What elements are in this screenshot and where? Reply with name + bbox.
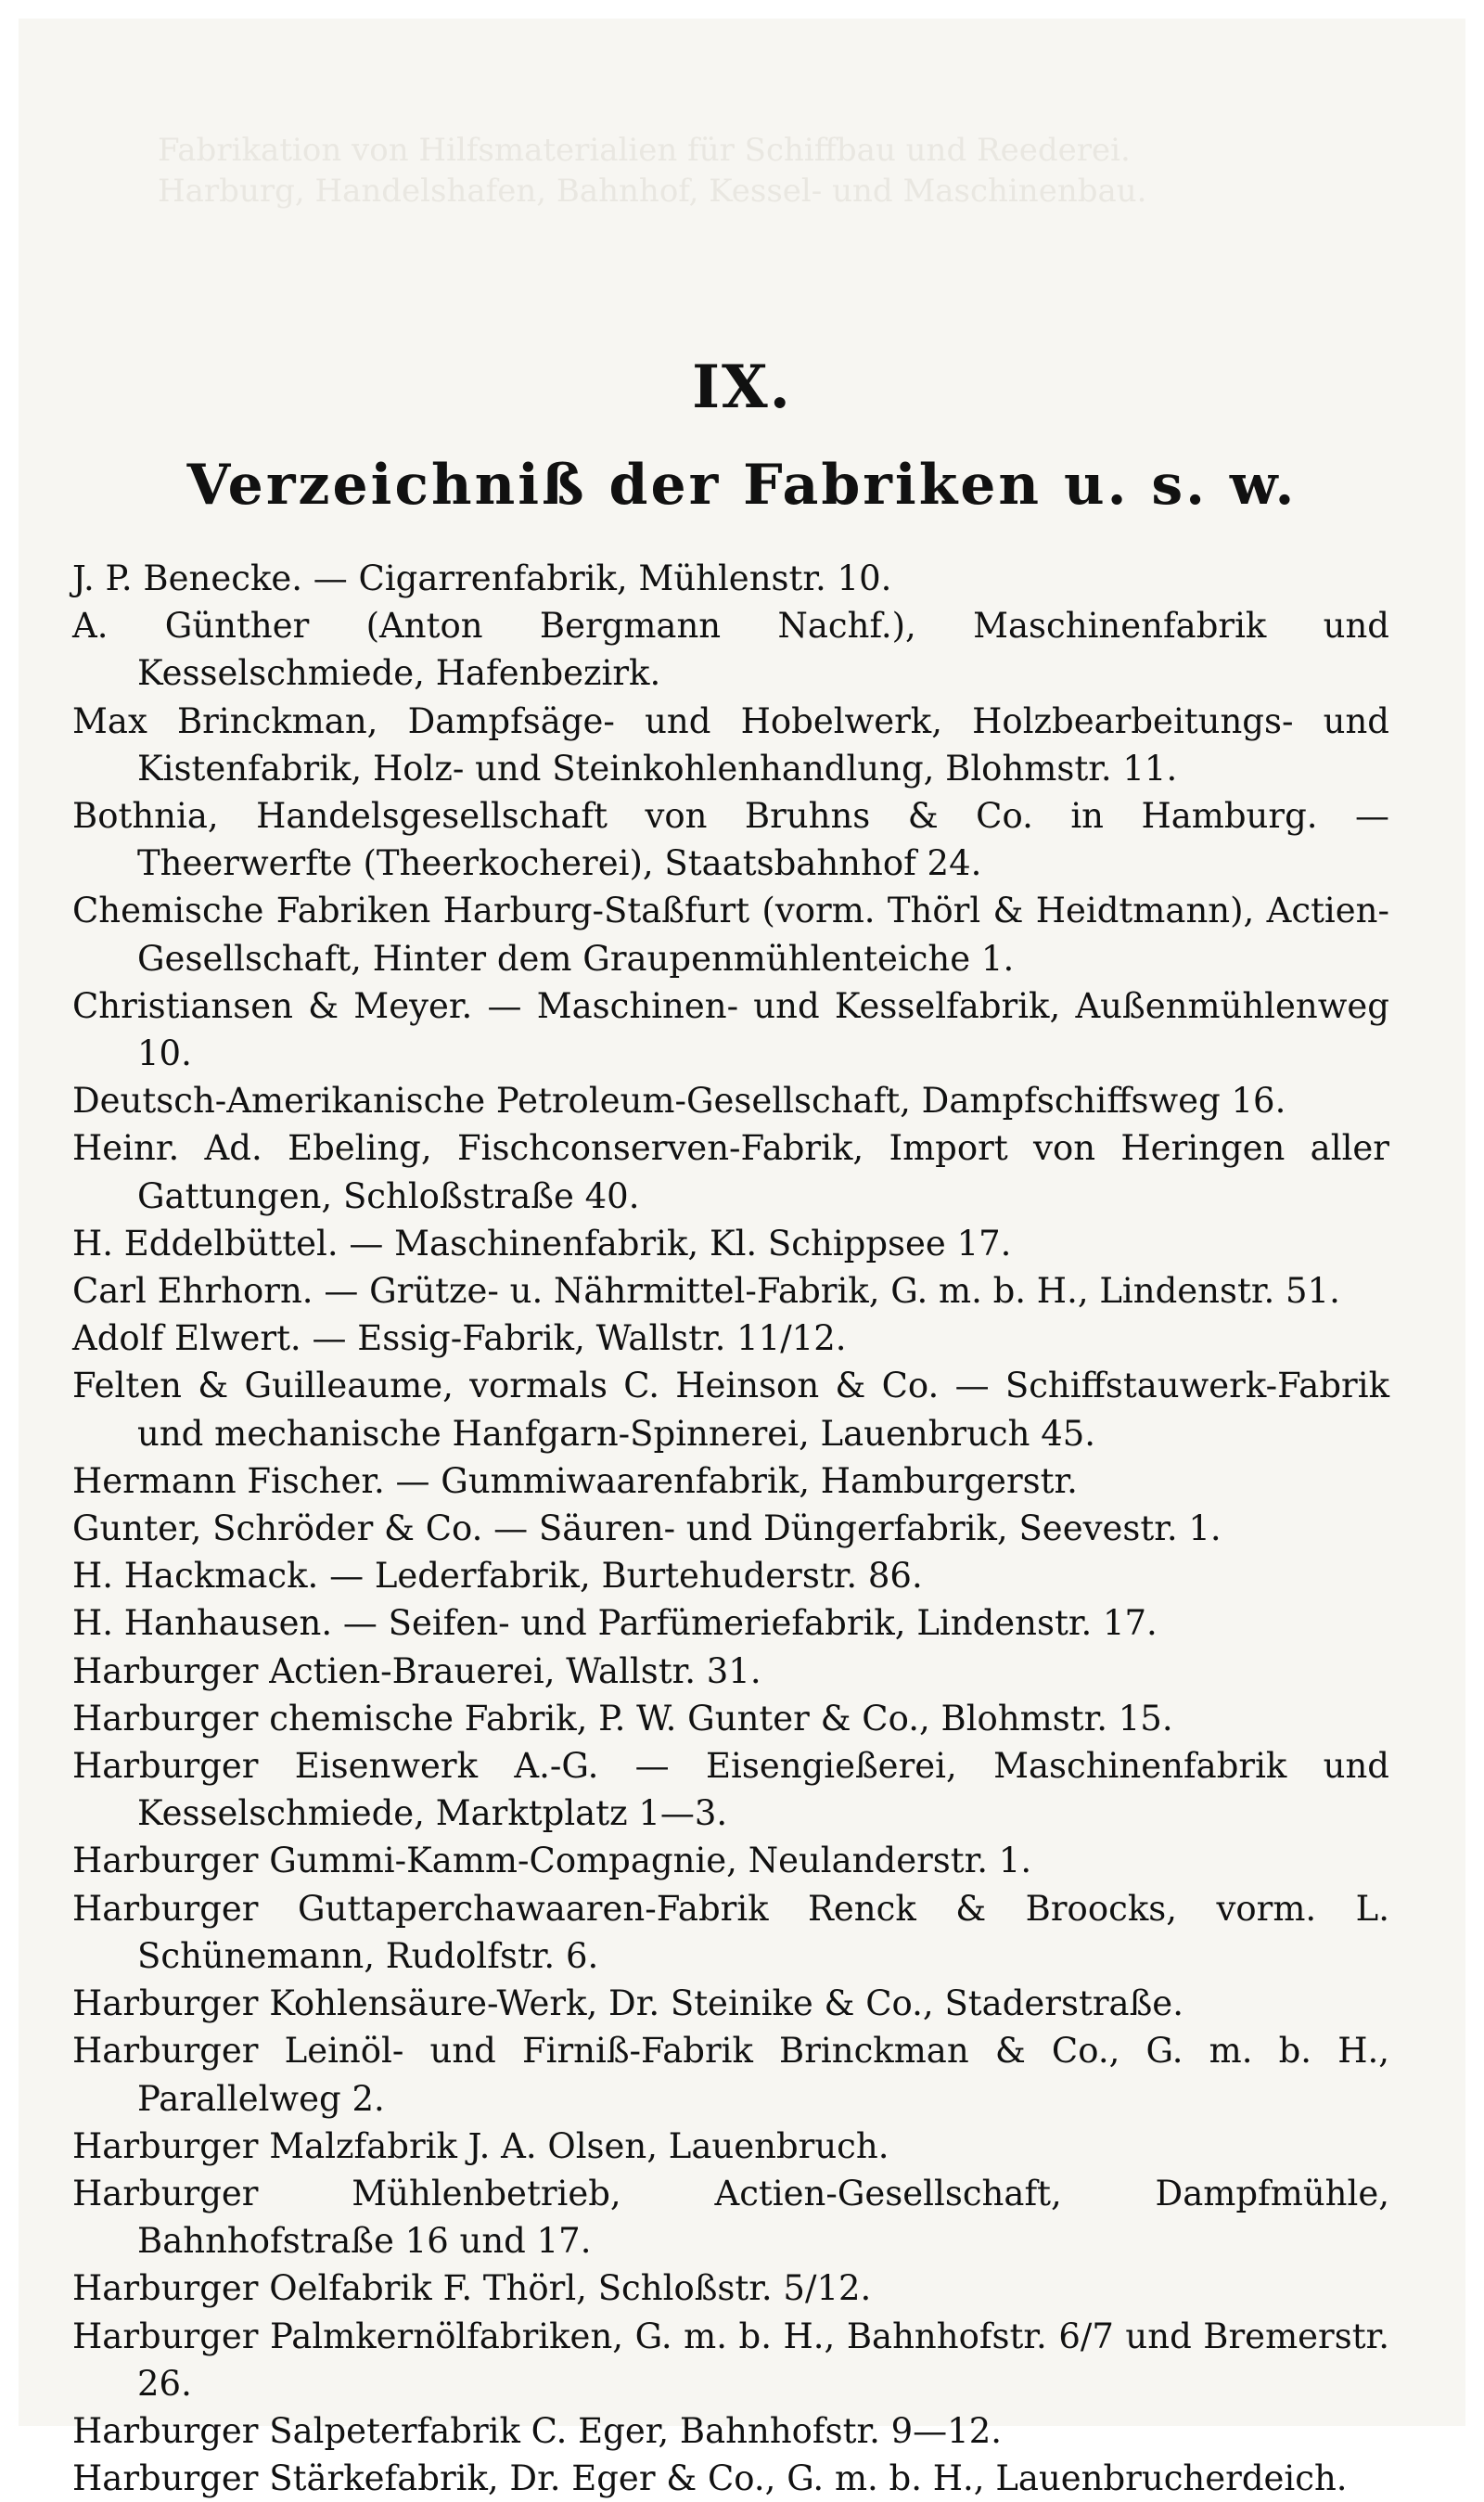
list-item: Harburger Oelfabrik F. Thörl, Schloßstr. 5/12. bbox=[72, 2268, 872, 2309]
bleed-through-text bbox=[158, 130, 1345, 269]
list-item: Felten & Guilleaume, vormals C. Heinson & Co. — Schiffstauwerk-Fabrik und mechanische Hanfgarn-Spinnerei, Lauenbruch 45. bbox=[72, 1366, 1389, 1454]
list-item: H. Hanhausen. — Seifen- und Parfümeriefabrik, Lindenstr. 17. bbox=[72, 1603, 1158, 1644]
bleed-through-line: Fabrikation von Hilfsmaterialien für Schiffbau und Reederei. bbox=[158, 132, 1131, 169]
list-item: Hermann Fischer. — Gummiwaarenfabrik, Hamburgerstr. bbox=[72, 1460, 1078, 1501]
list-item: Harburger Eisenwerk A.-G. — Eisengießerei, Maschinenfabrik und Kesselschmiede, Marktplatz 1—3. bbox=[72, 1746, 1389, 1834]
list-item: H. Eddelbüttel. — Maschinenfabrik, Kl. Schippsee 17. bbox=[72, 1223, 1012, 1264]
list-item: Gunter, Schröder & Co. — Säuren- und Düngerfabrik, Seevestr. 1. bbox=[72, 1508, 1222, 1549]
list-item: Heinr. Ad. Ebeling, Fischconserven-Fabrik, Import von Heringen aller Gattungen, Schloßstraße 40. bbox=[72, 1128, 1389, 1216]
list-item: Christiansen & Meyer. — Maschinen- und Kesselfabrik, Außenmühlenweg 10. bbox=[72, 985, 1389, 1074]
list-item: Harburger Stärkefabrik, Dr. Eger & Co., G. m. b. H., Lauenbrucherdeich. bbox=[72, 2458, 1348, 2499]
list-item: Harburger Guttaperchawaaren-Fabrik Renck & Broocks, vorm. L. Schünemann, Rudolfstr. 6. bbox=[72, 1888, 1389, 1976]
bleed-through-line: Harburg, Handelshafen, Bahnhof, Kessel- und Maschinenbau. bbox=[158, 173, 1147, 210]
chapter-number: IX. bbox=[692, 353, 792, 422]
list-item: Harburger Palmkernölfabriken, G. m. b. H., Bahnhofstr. 6/7 und Bremerstr. 26. bbox=[72, 2316, 1389, 2404]
list-item: Carl Ehrhorn. — Grütze- u. Nährmittel-Fabrik, G. m. b. H., Lindenstr. 51. bbox=[72, 1271, 1340, 1312]
list-item: Bothnia, Handelsgesellschaft von Bruhns & Co. in Hamburg. — Theerwerfte (Theerkocherei), Staatsbahnhof 24. bbox=[72, 796, 1389, 884]
list-item: Harburger Kohlensäure-Werk, Dr. Steinike & Co., Staderstraße. bbox=[72, 1983, 1183, 2024]
list-item: J. P. Benecke. — Cigarrenfabrik, Mühlenstr. 10. bbox=[72, 558, 892, 598]
factory-list bbox=[72, 555, 1389, 2502]
list-item: Harburger Mühlenbetrieb, Actien-Gesellschaft, Dampfmühle, Bahnhofstraße 16 und 17. bbox=[72, 2173, 1389, 2262]
list-item: Deutsch-Amerikanische Petroleum-Gesellschaft, Dampfschiffsweg 16. bbox=[72, 1081, 1286, 1122]
list-item: H. Hackmack. — Lederfabrik, Burtehuderstr. 86. bbox=[72, 1556, 923, 1597]
list-item: Harburger Salpeterfabrik C. Eger, Bahnhofstr. 9—12. bbox=[72, 2410, 1002, 2451]
book-page bbox=[19, 19, 1465, 2499]
list-item: Chemische Fabriken Harburg-Staßfurt (vorm. Thörl & Heidtmann), Actien-Gesellschaft, Hinter dem Graupenmühlenteiche 1. bbox=[72, 891, 1389, 979]
list-item: Harburger Actien-Brauerei, Wallstr. 31. bbox=[72, 1650, 761, 1691]
list-item: Adolf Elwert. — Essig-Fabrik, Wallstr. 11/12. bbox=[72, 1318, 847, 1359]
list-item: A. Günther (Anton Bergmann Nachf.), Maschinenfabrik und Kesselschmiede, Hafenbezirk. bbox=[72, 606, 1389, 694]
list-item: Harburger Gummi-Kamm-Compagnie, Neulanderstr. 1. bbox=[72, 1841, 1032, 1881]
list-item: Max Brinckman, Dampfsäge- und Hobelwerk, Holzbearbeitungs- und Kistenfabrik, Holz- und Steinkohlenhandlung, Blohmstr. 11. bbox=[72, 700, 1389, 789]
list-item: Harburger chemische Fabrik, P. W. Gunter & Co., Blohmstr. 15. bbox=[72, 1698, 1173, 1739]
list-item: Harburger Leinöl- und Firniß-Fabrik Brinckman & Co., G. m. b. H., Parallelweg 2. bbox=[72, 2031, 1389, 2119]
list-item: Harburger Malzfabrik J. A. Olsen, Lauenbruch. bbox=[72, 2125, 889, 2166]
page-title: Verzeichniß der Fabriken u. s. w. bbox=[186, 453, 1298, 518]
